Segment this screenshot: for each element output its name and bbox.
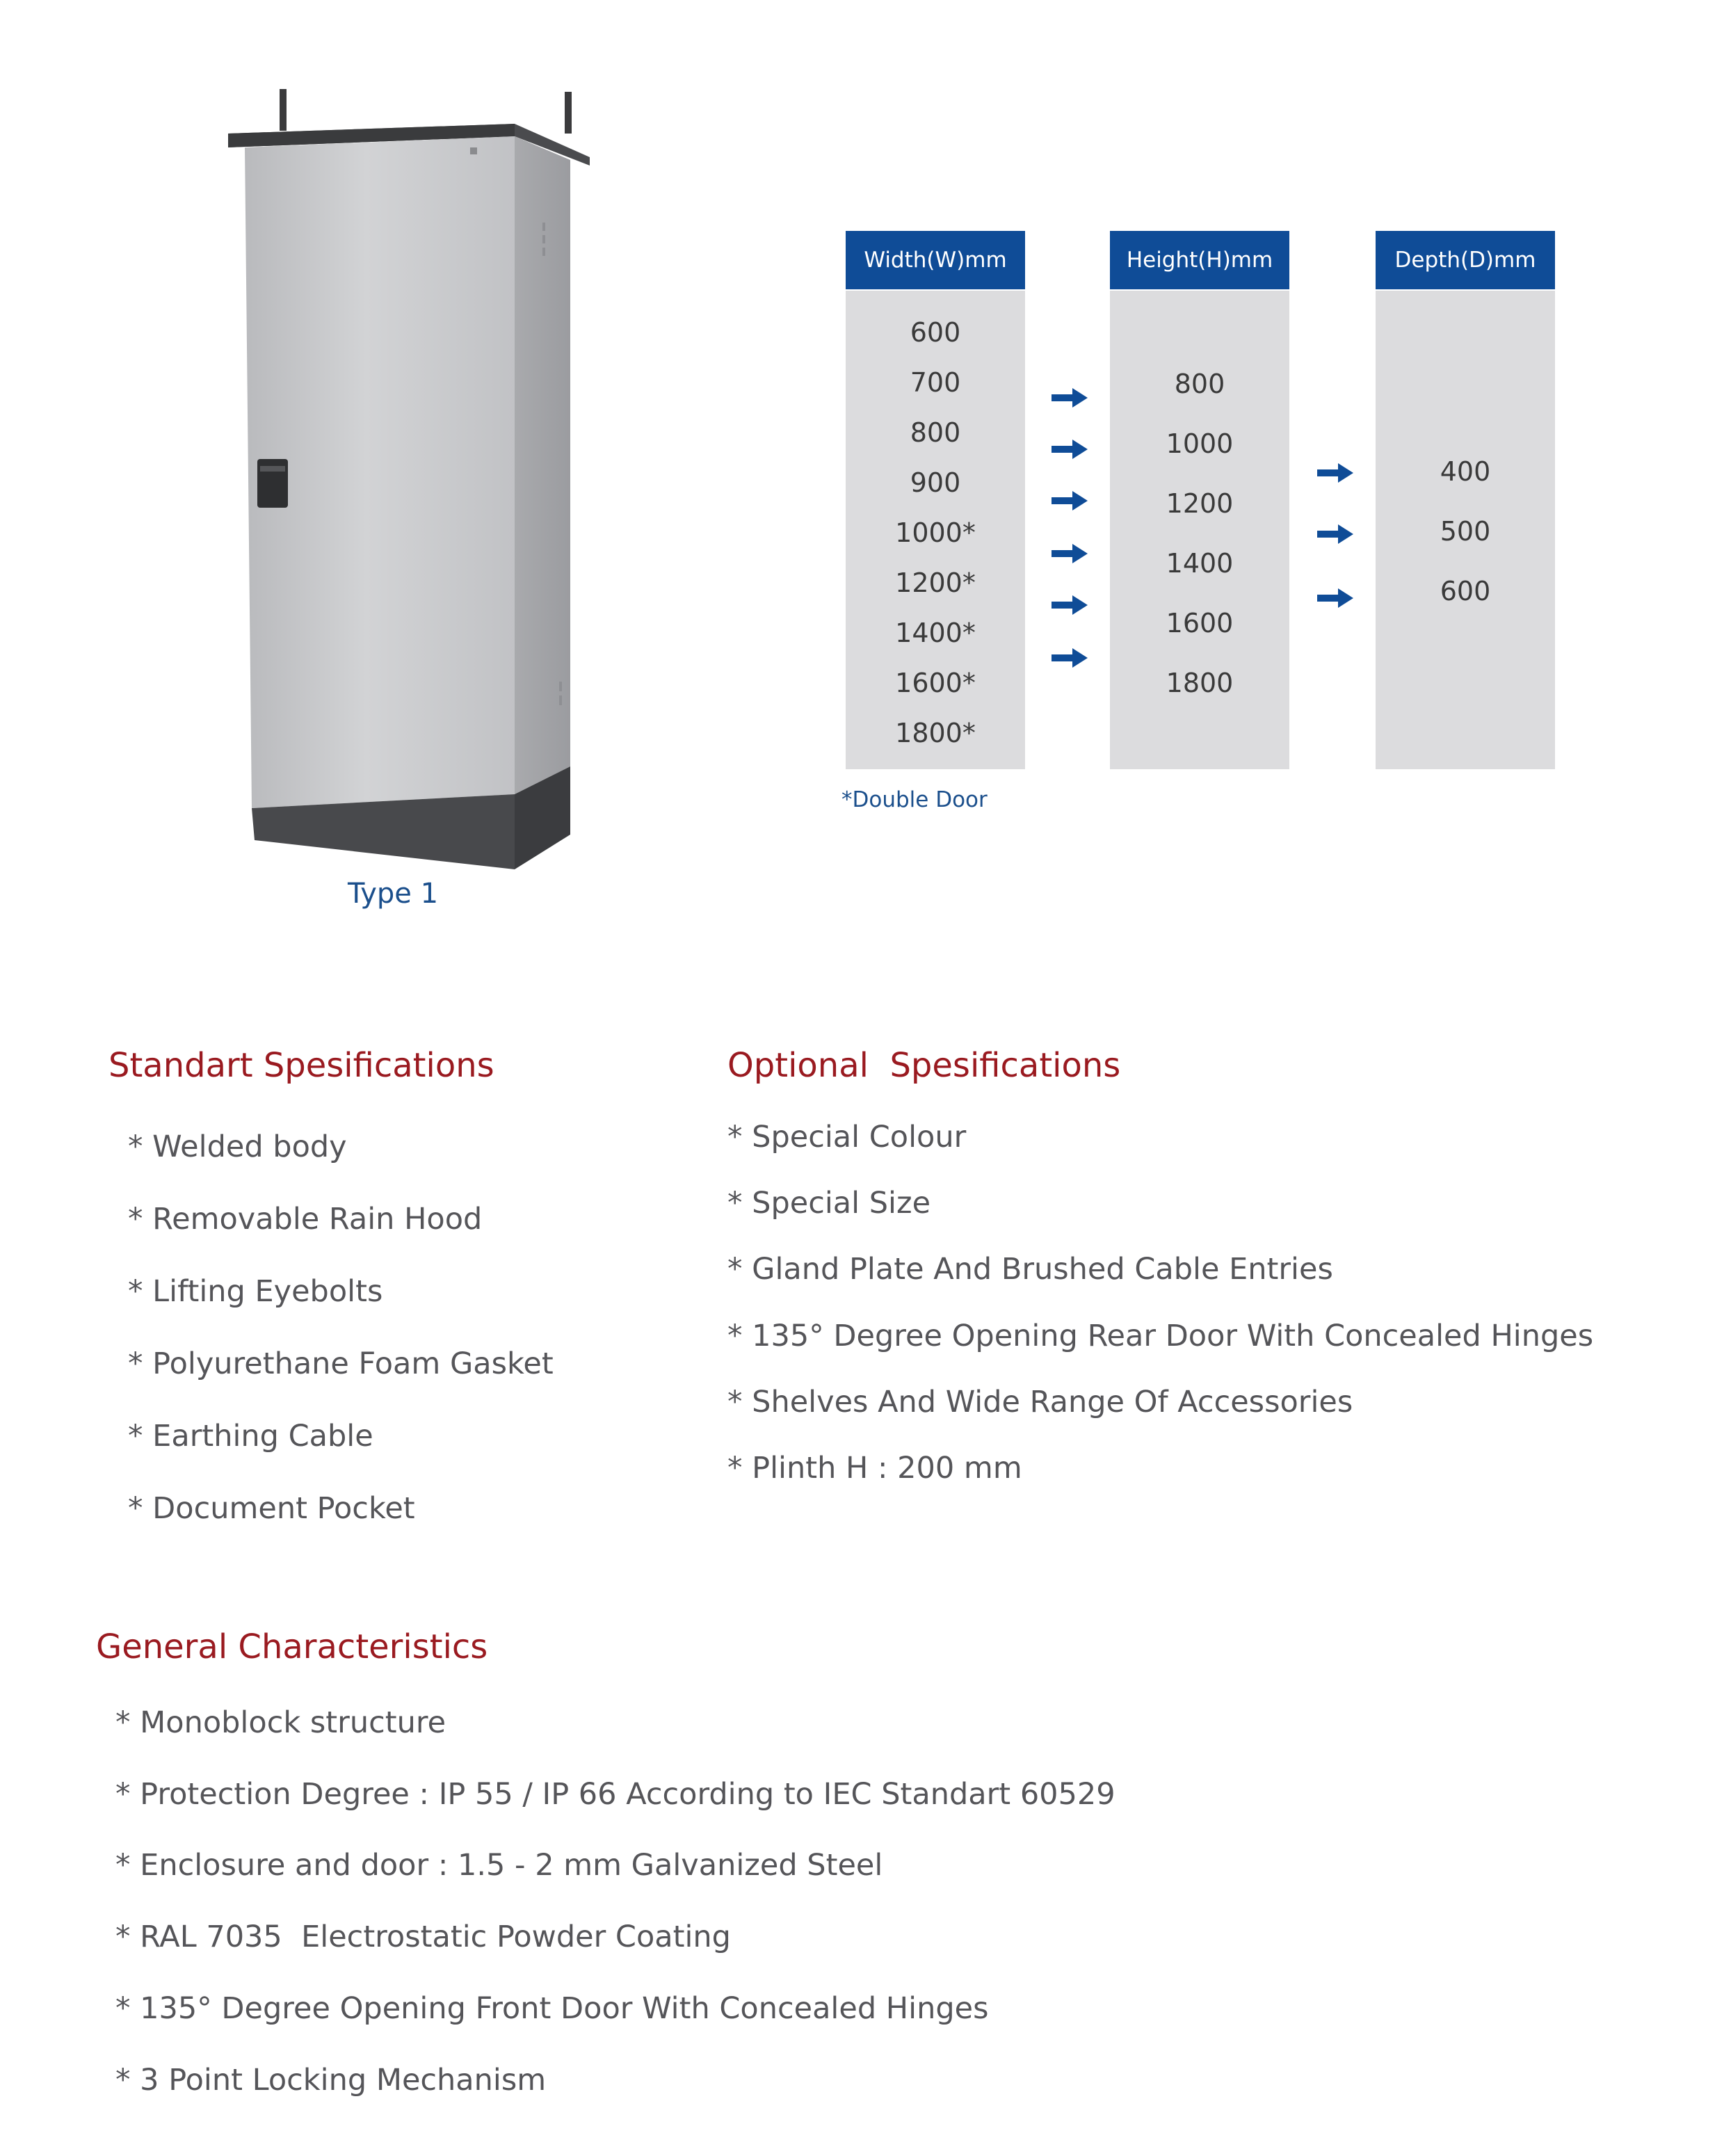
height-value: 1400: [1166, 548, 1234, 579]
standard-spec-item: * Welded body: [128, 1129, 347, 1164]
arrow-right-icon: [1317, 523, 1353, 545]
standard-spec-item: * Earthing Cable: [128, 1419, 373, 1454]
arrow-right-icon: [1052, 490, 1088, 512]
width-value: 1200*: [895, 568, 976, 598]
cabinet-image: [209, 83, 626, 876]
product-type-label: Type 1: [348, 878, 439, 910]
general-characteristics-heading: General Characteristics: [96, 1627, 488, 1666]
arrow-right-icon: [1317, 462, 1353, 484]
width-value: 1000*: [895, 517, 976, 548]
optional-spec-item: * Gland Plate And Brushed Cable Entries: [727, 1252, 1333, 1287]
height-column-header: Height(H)mm: [1110, 231, 1289, 289]
standard-specs-heading: Standart Spesifications: [108, 1046, 494, 1085]
general-characteristic-item: * 135° Degree Opening Front Door With Concealed Hinges: [115, 1991, 989, 2026]
general-characteristic-item: * Protection Degree : IP 55 / IP 66 According to IEC Standart 60529: [115, 1777, 1115, 1812]
depth-value: 400: [1440, 456, 1491, 487]
arrow-right-icon: [1052, 647, 1088, 669]
arrow-right-icon: [1052, 542, 1088, 565]
optional-spec-item: * Special Size: [727, 1186, 931, 1221]
optional-spec-item: * Special Colour: [727, 1120, 967, 1155]
width-value: 600: [910, 317, 961, 348]
depth-column: [1376, 291, 1555, 769]
width-value: 1600*: [895, 668, 976, 698]
standard-spec-item: * Removable Rain Hood: [128, 1202, 483, 1237]
width-column-header: Width(W)mm: [846, 231, 1025, 289]
height-column: [1110, 291, 1289, 769]
width-value: 1800*: [895, 718, 976, 748]
width-value: 900: [910, 467, 961, 498]
depth-value: 600: [1440, 576, 1491, 606]
arrow-right-icon: [1052, 387, 1088, 409]
eyebolt-right: [565, 92, 572, 134]
optional-spec-item: * Plinth H : 200 mm: [727, 1451, 1022, 1486]
height-value: 1200: [1166, 488, 1234, 519]
width-value: 800: [910, 417, 961, 448]
height-value: 1000: [1166, 428, 1234, 459]
width-value: 700: [910, 367, 961, 398]
depth-column-header: Depth(D)mm: [1376, 231, 1555, 289]
height-value: 1600: [1166, 608, 1234, 638]
arrow-right-icon: [1317, 587, 1353, 609]
general-characteristic-item: * RAL 7035 Electrostatic Powder Coating: [115, 1920, 731, 1954]
standard-spec-item: * Polyurethane Foam Gasket: [128, 1346, 554, 1381]
eyebolt-left: [280, 89, 287, 131]
standard-spec-item: * Document Pocket: [128, 1491, 415, 1526]
arrow-right-icon: [1052, 594, 1088, 616]
arrow-right-icon: [1052, 438, 1088, 460]
general-characteristic-item: * Enclosure and door : 1.5 - 2 mm Galvanized Steel: [115, 1848, 883, 1883]
width-value: 1400*: [895, 618, 976, 648]
optional-specs-heading: Optional Spesifications: [727, 1046, 1121, 1085]
width-column: [846, 291, 1025, 769]
general-characteristic-item: * 3 Point Locking Mechanism: [115, 2063, 547, 2098]
height-value: 800: [1174, 369, 1225, 399]
optional-spec-item: * Shelves And Wide Range Of Accessories: [727, 1385, 1353, 1419]
optional-spec-item: * 135° Degree Opening Rear Door With Concealed Hinges: [727, 1319, 1594, 1353]
height-value: 1800: [1166, 668, 1234, 698]
general-characteristic-item: * Monoblock structure: [115, 1705, 446, 1740]
standard-spec-item: * Lifting Eyebolts: [128, 1274, 383, 1309]
double-door-footnote: *Double Door: [841, 787, 988, 812]
depth-value: 500: [1440, 516, 1491, 547]
